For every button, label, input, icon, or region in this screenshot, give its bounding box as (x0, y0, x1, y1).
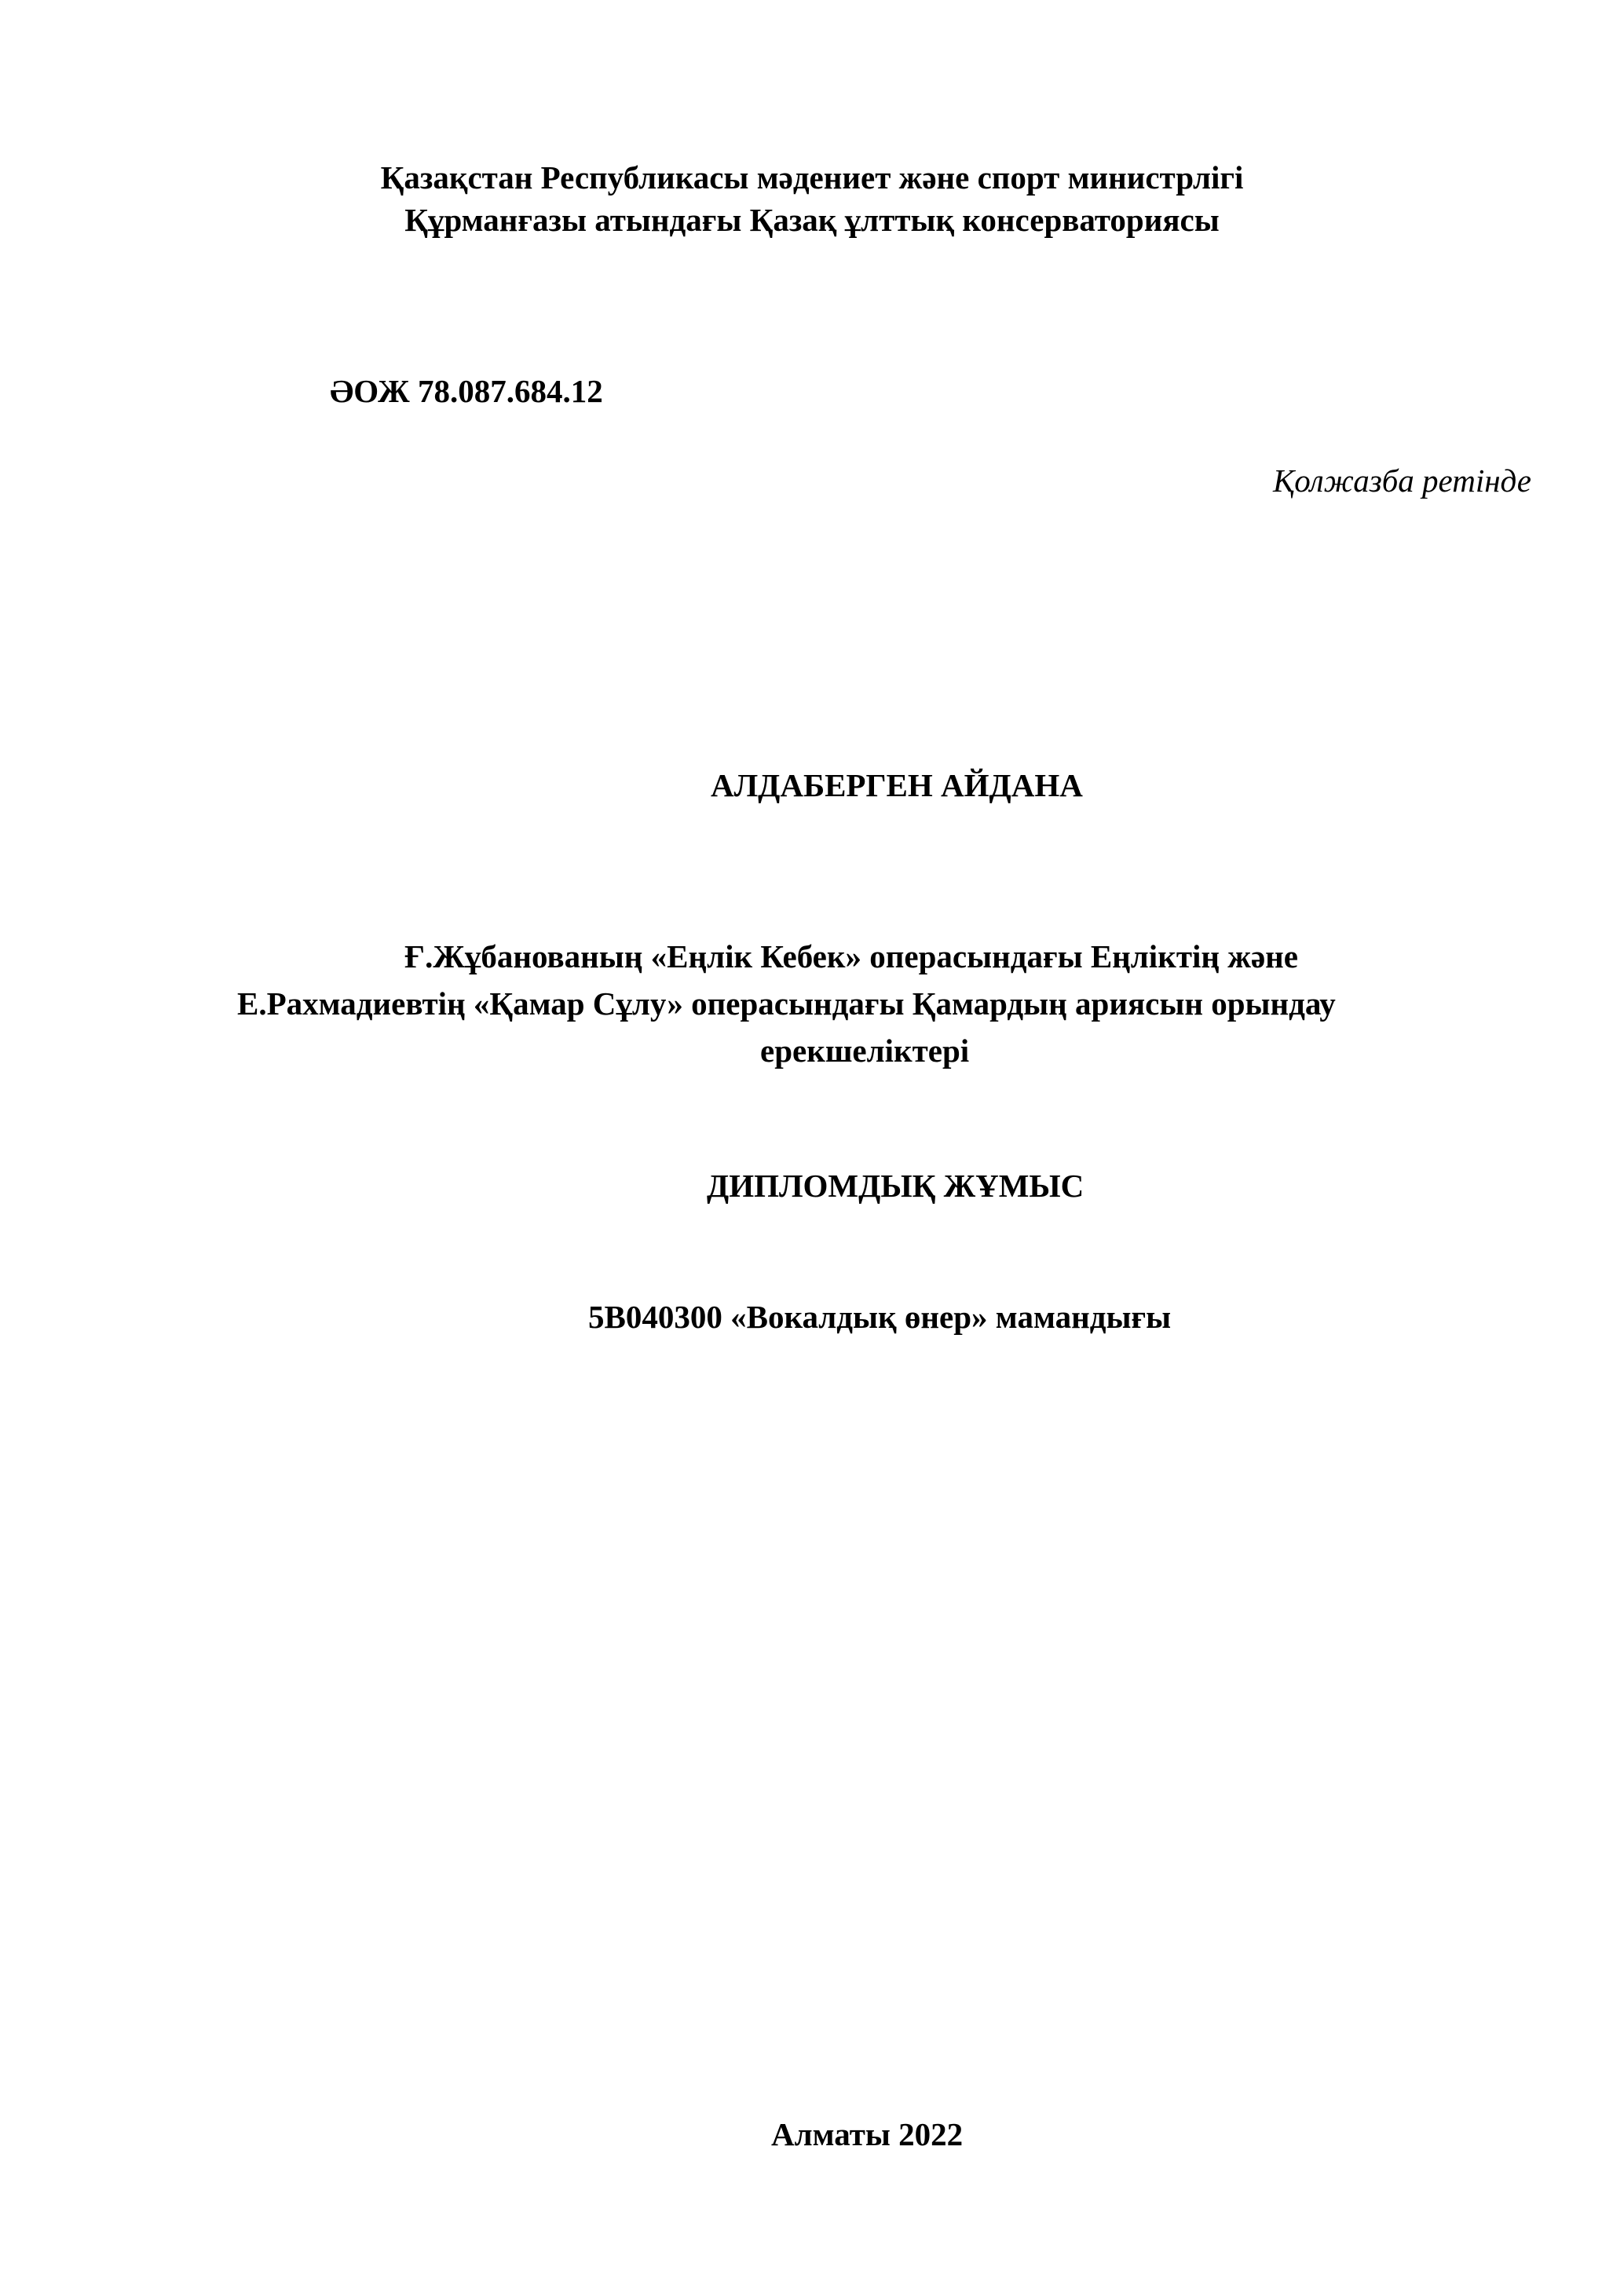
thesis-title-line-3: ерекшеліктері (760, 1033, 970, 1069)
ministry-name: Қазақстан Республикасы мәдениет және спорт министрлігі (380, 159, 1244, 196)
institution-name: Құрманғазы атындағы Қазақ ұлттық консерваториясы (404, 202, 1220, 238)
place-year: Алматы 2022 (771, 2116, 964, 2152)
manuscript-note: Қолжазба ретінде (1273, 462, 1531, 499)
work-type: ДИПЛОМДЫҚ ЖҰМЫС (707, 1168, 1084, 1204)
thesis-title-line-1: Ғ.Жұбанованың «Еңлік Кебек» операсындағы Еңліктің және (404, 938, 1298, 974)
author-name: АЛДАБЕРГЕН АЙДАНА (711, 767, 1083, 803)
specialty: 5В040300 «Вокалдық өнер» мамандығы (588, 1299, 1172, 1335)
udc-code: ӘОЖ 78.087.684.12 (330, 373, 603, 409)
thesis-title-line-2: Е.Рахмадиевтің «Қамар Сұлу» операсындағы Қамардың ариясын орындау (237, 985, 1336, 1022)
